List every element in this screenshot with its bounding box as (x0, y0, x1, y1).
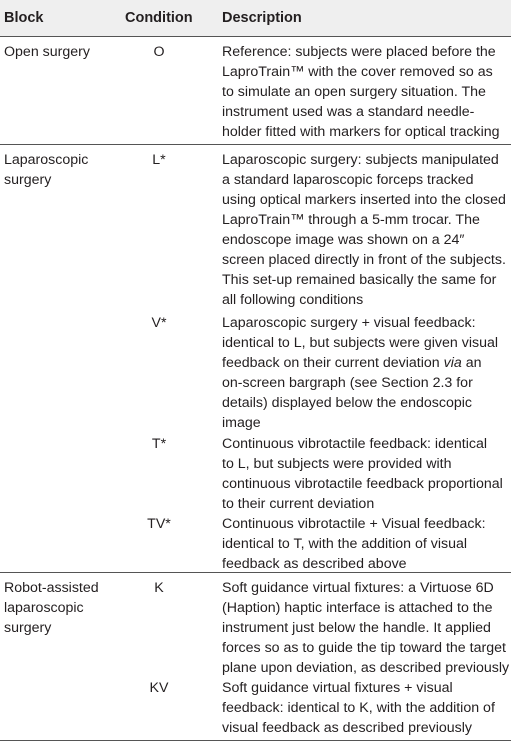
block-line: surgery (4, 172, 52, 188)
description-line: details) displayed below the endoscopic (222, 395, 473, 411)
row-rule (0, 572, 511, 573)
description-line: all following conditions (222, 292, 364, 308)
bottom-rule (0, 740, 511, 741)
description-line: endoscope image was shown on a 24″ (222, 232, 465, 248)
description-line: Laparoscopic surgery + visual feedback: (222, 315, 476, 331)
header-condition: Condition (125, 10, 193, 26)
block-cell (4, 42, 124, 62)
description-line: instrument just below the handle. It applied (222, 620, 491, 636)
description-line: image (222, 415, 261, 431)
description-cell (222, 150, 508, 310)
description-cell (222, 514, 508, 574)
description-line: (Haption) haptic interface is attached to the (222, 600, 493, 616)
block-line: Robot-assisted (4, 580, 99, 596)
description-cell (222, 578, 508, 678)
description-line: LaproTrain™ with the cover removed so as (222, 64, 493, 80)
description-line: to L, but subjects were provided with (222, 456, 452, 472)
block-line: Open surgery (4, 44, 90, 60)
block-line: surgery (4, 620, 52, 636)
description-line: plane upon deviation, as described previously (222, 660, 510, 676)
condition-cell: V* (151, 315, 167, 331)
description-line: a standard laparoscopic forceps tracked (222, 172, 474, 188)
description-line: This set-up remained basically the same for (222, 272, 497, 288)
description-line: using optical markers inserted into the closed (222, 192, 506, 208)
description-line: instrument used was a standard needle- (222, 104, 475, 120)
block-line: laparoscopic (4, 600, 84, 616)
header-rule (0, 36, 511, 37)
block-line: Laparoscopic (4, 152, 89, 168)
description-line: on-screen bargraph (see Section 2.3 for (222, 375, 473, 391)
description-line: to their current deviation (222, 496, 375, 512)
description-line: LaproTrain™ through a 5-mm trocar. The (222, 212, 480, 228)
description-line: forces so as to guide the tip toward the target (222, 640, 506, 656)
condition-cell: TV* (147, 516, 171, 532)
block-cell (4, 578, 124, 638)
description-line: visual feedback as described previously (222, 720, 472, 736)
description-line: feedback: identical to K, with the addition of (222, 700, 495, 716)
description-line: Continuous vibrotactile feedback: identical (222, 436, 487, 452)
condition-cell: K (154, 580, 164, 596)
description-line-with-italic (222, 353, 508, 373)
description-text: feedback on their current deviation via an (222, 355, 482, 371)
description-line: continuous vibrotactile feedback proportional (222, 476, 503, 492)
description-line: Reference: subjects were placed before the (222, 44, 496, 60)
description-line: identical to T, with the addition of visual (222, 536, 468, 552)
description-cell (222, 434, 508, 514)
description-line: Soft guidance virtual fixtures: a Virtuose 6D (222, 580, 494, 596)
description-cell (222, 678, 508, 738)
description-line: identical to L, but subjects were given visual (222, 335, 499, 351)
condition-cell: L* (152, 152, 166, 168)
header-description: Description (222, 10, 302, 26)
description-line: Soft guidance virtual fixtures + visual (222, 680, 453, 696)
block-cell (4, 150, 124, 190)
condition-cell: T* (151, 436, 167, 452)
row-rule (0, 144, 511, 145)
description-line: feedback as described above (222, 556, 407, 572)
header-block: Block (4, 10, 44, 26)
description-cell (222, 42, 508, 142)
description-line: Continuous vibrotactile + Visual feedback: (222, 516, 486, 532)
description-cell (222, 313, 508, 433)
table-header-row (0, 0, 511, 36)
description-line: to simulate an open surgery situation. The (222, 84, 486, 100)
description-line: Laparoscopic surgery: subjects manipulated (222, 152, 499, 168)
description-line: holder fitted with markers for optical tracking (222, 124, 500, 140)
condition-cell: O (153, 44, 165, 60)
condition-cell: KV (149, 680, 169, 696)
description-line: screen placed directly in front of the subjects. (222, 252, 506, 268)
